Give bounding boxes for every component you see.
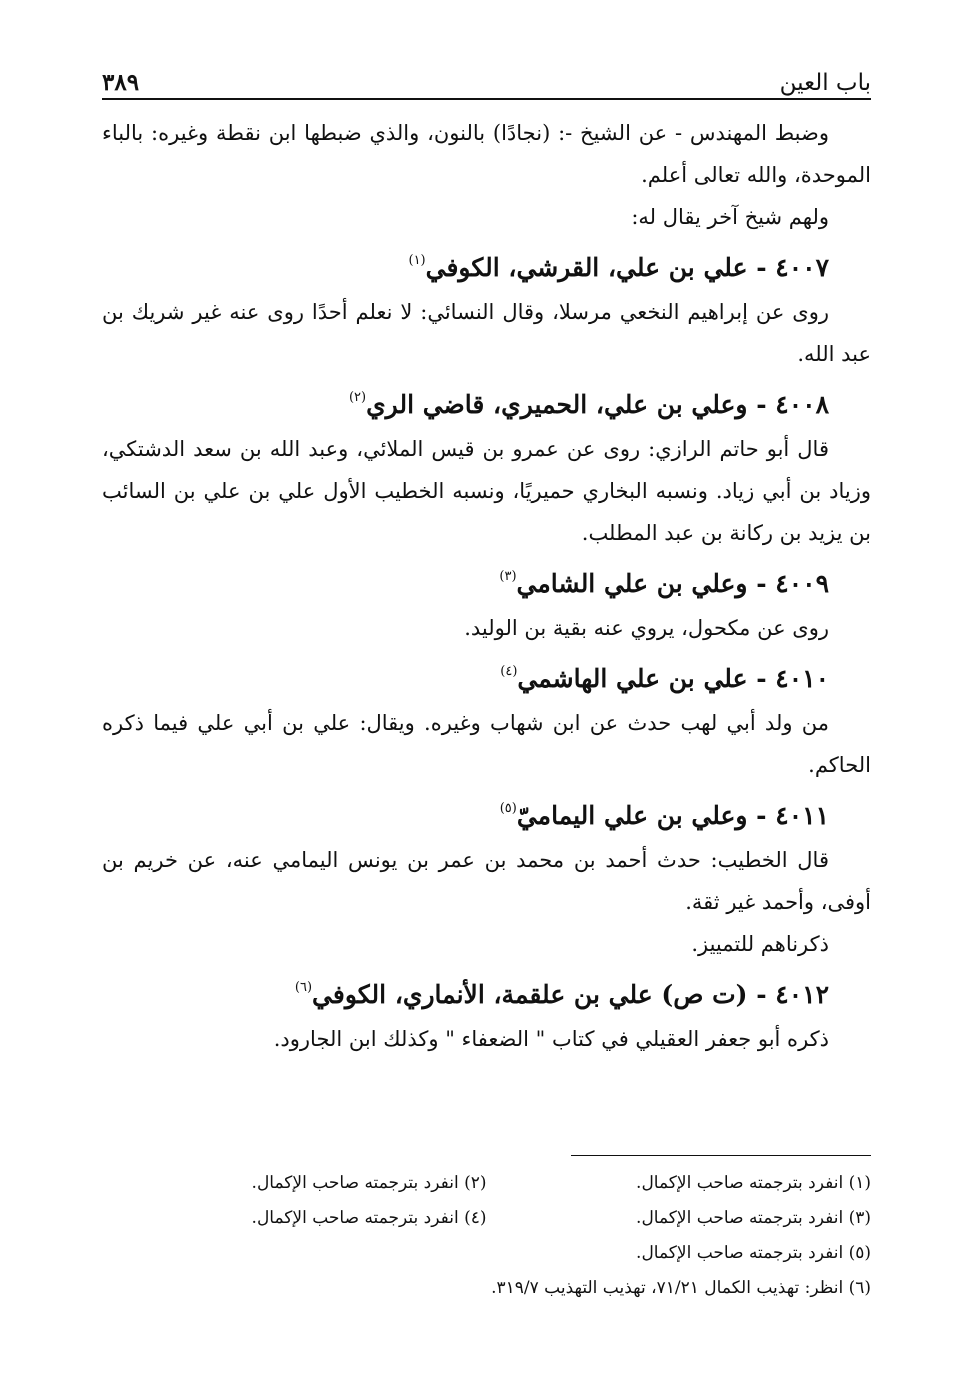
footnote-6: (٦) انظر: تهذيب الكمال ٧١/٢١، تهذيب التهذيب ٣١٩/٧.: [491, 1278, 871, 1298]
entry-text-4008: قال أبو حاتم الرازي: روى عن عمرو بن قيس الملائي، وعبد الله بن سعد الدشتكي، وزياد بن أبي زياد. ونسبه البخاري حميريًا، ونسبه الخطيب الأول علي بن علي بن السائب بن يزيد بن ركانة بن عبد المطلب.: [102, 437, 871, 545]
footnote-list: [102, 1166, 871, 1306]
footnote-ref: (٥): [499, 801, 517, 816]
entry-heading-4008: [102, 375, 871, 428]
footnote-5: (٥) انفرد بترجمته صاحب الإكمال.: [636, 1243, 871, 1263]
footnote-ref: (٣): [499, 569, 517, 584]
main-text: [102, 112, 871, 1060]
entry-heading-4007: [102, 238, 871, 291]
entry-title: ٤٠٠٧ - علي بن علي، القرشي، الكوفي: [425, 253, 829, 282]
paragraph: وضبط المهندس - عن الشيخ -: (نجادًا) بالنون، والذي ضبطها ابن نقطة وغيره: بالباء الموحدة، والله تعالى أعلم.: [102, 121, 871, 187]
footnote-separator: [571, 1155, 871, 1156]
entry-title: ٤٠١٢ - (ت ص) علي بن علقمة، الأنماري، الكوفي: [312, 980, 829, 1009]
entry-text-4012: ذكره أبو جعفر العقيلي في كتاب " الضعفاء " وكذلك ابن الجارود.: [273, 1027, 829, 1051]
entry-title: ٤٠١١ - وعلي بن علي اليماميّ: [516, 801, 829, 830]
entry-heading-4012: [102, 965, 871, 1018]
page-number: ٣٨٩: [102, 69, 140, 96]
entry-text-4010: من ولد أبي لهب حدث عن ابن شهاب وغيره. ويقال: علي بن أبي علي فيما ذكره الحاكم.: [102, 711, 871, 777]
footnote-ref: (٢): [348, 390, 367, 405]
entry-text-4007: روى عن إبراهيم النخعي مرسلا، وقال النسائي: لا نعلم أحدًا روى عنه غير شريك بن عبد الله.: [102, 300, 871, 366]
footnote-2: (٢) انفرد بترجمته صاحب الإكمال.: [251, 1173, 487, 1193]
entry-title: ٤٠٠٨ - وعلي بن علي، الحميري، قاضي الري: [366, 390, 829, 419]
footnote-4: (٤) انفرد بترجمته صاحب الإكمال.: [251, 1208, 487, 1228]
entry-text-4009: روى عن مكحول، يروي عنه بقية بن الوليد.: [464, 616, 829, 640]
entry-title: ٤٠٠٩ - وعلي بن علي الشامي: [516, 569, 829, 598]
footnote-ref: (٤): [500, 664, 518, 679]
footnote-1: (١) انفرد بترجمته صاحب الإكمال.: [636, 1173, 871, 1193]
footnotes: [102, 1155, 871, 1306]
paragraph: ولهم شيخ آخر يقال له:: [631, 205, 829, 229]
entry-heading-4010: [102, 649, 871, 702]
entry-heading-4009: [102, 554, 871, 607]
running-header: [102, 56, 871, 100]
entry-text-4011-note: ذكرناهم للتمييز.: [691, 932, 829, 956]
entry-text-4011: قال الخطيب: حدث أحمد بن محمد بن عمر بن يونس اليمامي عنه، عن خريم بن أوفى، وأحمد غير ثقة.: [102, 848, 871, 914]
footnote-ref: (١): [408, 253, 426, 268]
footnote-ref: (٦): [294, 980, 313, 995]
chapter-title: باب العين: [779, 70, 871, 96]
entry-title: ٤٠١٠ - علي بن علي الهاشمي: [517, 664, 829, 693]
footnote-3: (٣) انفرد بترجمته صاحب الإكمال.: [636, 1208, 871, 1228]
entry-heading-4011: [102, 786, 871, 839]
